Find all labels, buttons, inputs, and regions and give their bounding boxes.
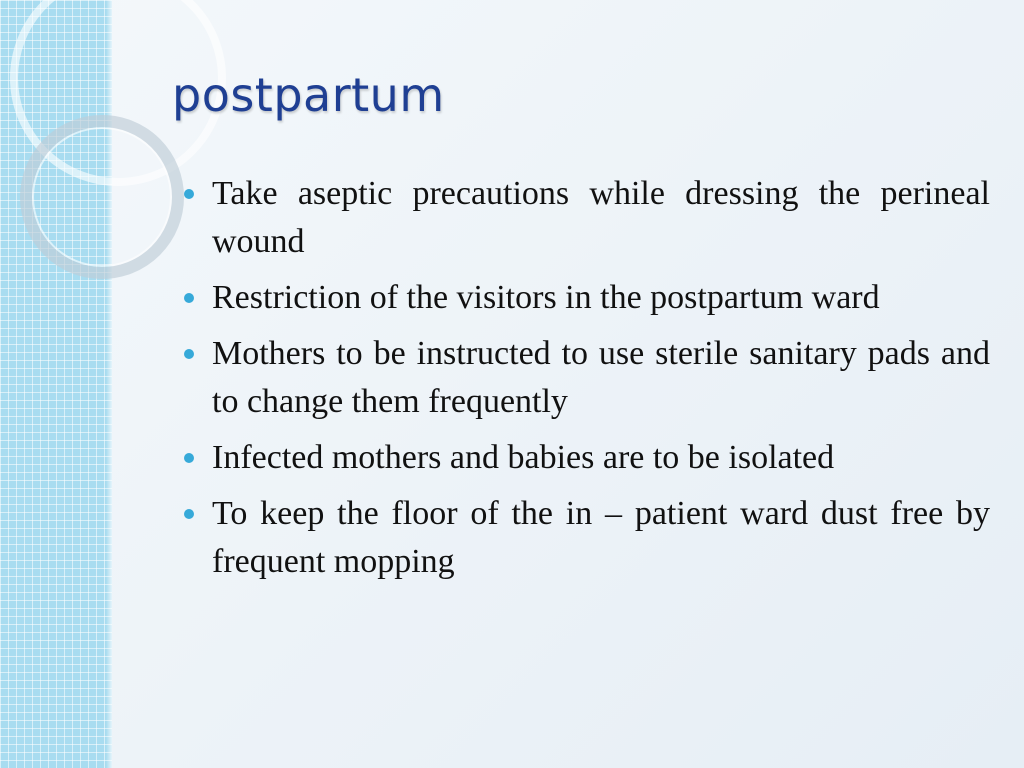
bullet-text: Infected mothers and babies are to be isolated bbox=[212, 439, 835, 476]
bullet-list bbox=[180, 170, 990, 594]
bullet-text: To keep the floor of the in – patient ward dust free by frequent mopping bbox=[212, 495, 990, 580]
bullet-dot-icon bbox=[184, 509, 194, 519]
bullet-item bbox=[180, 490, 990, 586]
bullet-dot-icon bbox=[184, 189, 194, 199]
bullet-item bbox=[180, 330, 990, 426]
bullet-text: Mothers to be instructed to use sterile sanitary pads and to change them frequently bbox=[212, 335, 990, 420]
bullet-dot-icon bbox=[184, 349, 194, 359]
slide-title: postpartum bbox=[172, 68, 445, 122]
decorative-ring-small bbox=[20, 115, 184, 279]
bullet-dot-icon bbox=[184, 453, 194, 463]
bullet-text: Restriction of the visitors in the postpartum ward bbox=[212, 279, 880, 316]
bullet-item bbox=[180, 434, 990, 482]
bullet-dot-icon bbox=[184, 293, 194, 303]
bullet-text: Take aseptic precautions while dressing the perineal wound bbox=[212, 175, 990, 260]
bullet-item bbox=[180, 170, 990, 266]
bullet-item bbox=[180, 274, 990, 322]
